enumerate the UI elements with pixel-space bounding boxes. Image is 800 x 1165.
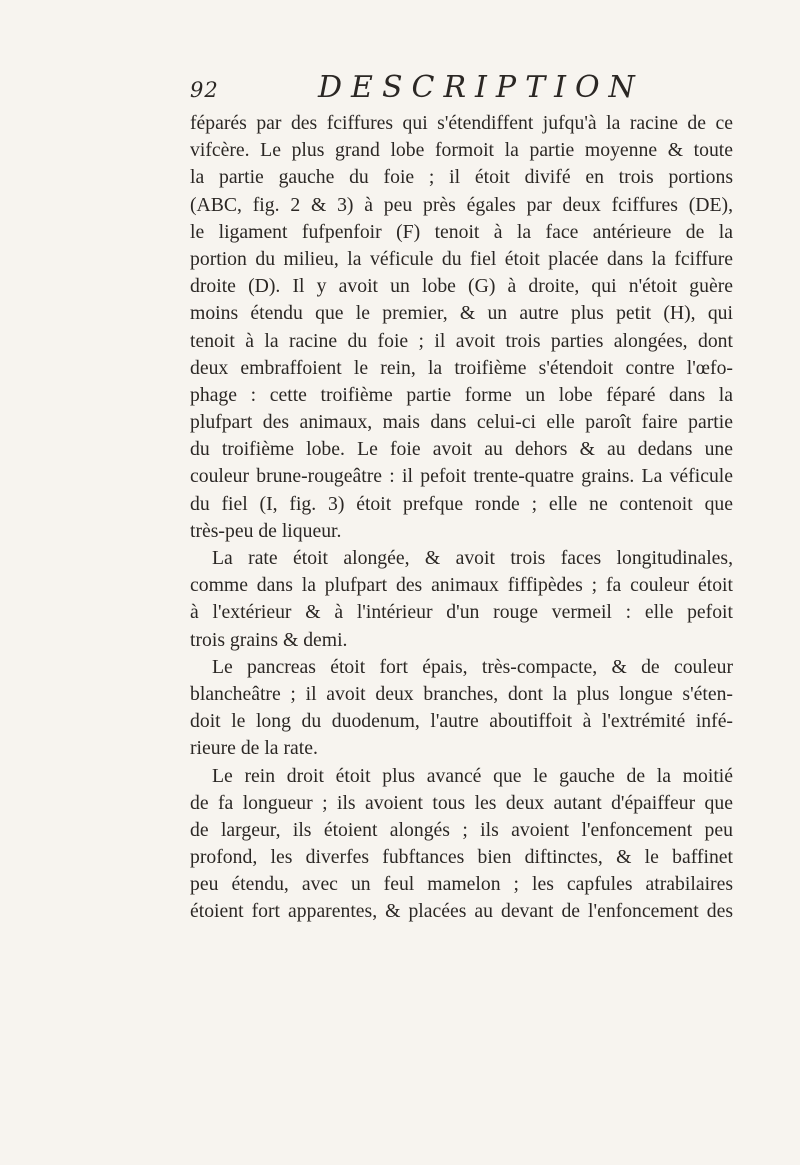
text-line: le ligament fufpenfoir (F) tenoit à la face antérieure de la <box>190 220 733 243</box>
page-header <box>190 66 730 106</box>
text-line: (ABC, fig. 2 & 3) à peu près égales par deux fciffures (DE), <box>190 193 733 216</box>
page-number: 92 <box>190 78 219 102</box>
text-line: à l'extérieur & à l'intérieur d'un rouge vermeil : elle pefoit <box>190 601 733 624</box>
text-line: très-peu de liqueur. <box>190 519 342 542</box>
text-line: Le pancreas étoit fort épais, très-compacte, & de couleur <box>212 655 733 678</box>
text-line: vifcère. Le plus grand lobe formoit la partie moyenne & toute <box>190 139 733 162</box>
text-line: profond, les diverfes fubftances bien diftinctes, & le baffinet <box>190 846 733 869</box>
text-line: Le rein droit étoit plus avancé que le gauche de la moitié <box>212 764 733 787</box>
text-line: portion du milieu, la véficule du fiel étoit placée dans la fciffure <box>190 247 733 270</box>
text-line: tenoit à la racine du foie ; il avoit trois parties alongées, dont <box>190 329 733 352</box>
text-line: de fa longueur ; ils avoient tous les deux autant d'épaiffeur que <box>190 791 733 814</box>
text-line: couleur brune-rougeâtre : il pefoit trente-quatre grains. La véficule <box>190 465 733 488</box>
text-line: rieure de la rate. <box>190 737 318 760</box>
text-line: droite (D). Il y avoit un lobe (G) à droite, qui n'étoit guère <box>190 275 733 298</box>
text-line: La rate étoit alongée, & avoit trois faces longitudinales, <box>212 547 733 569</box>
running-title: DESCRIPTION <box>318 70 644 105</box>
text-line: de largeur, ils étoient alongés ; ils avoient l'enfoncement peu <box>190 818 733 841</box>
body-text <box>190 110 733 926</box>
text-line: phage : cette troifième partie forme un lobe féparé dans la <box>190 383 733 406</box>
text-line: blancheâtre ; il avoit deux branches, dont la plus longue s'éten- <box>190 682 733 705</box>
text-line: féparés par des fciffures qui s'étendiffent jufqu'à la racine de ce <box>190 112 733 134</box>
text-line: deux embraffoient le rein, la troifième s'étendoit contre l'œfo- <box>190 356 733 379</box>
text-line: moins étendu que le premier, & un autre plus petit (H), qui <box>190 302 733 325</box>
text-line: trois grains & demi. <box>190 628 348 651</box>
text-line: la partie gauche du foie ; il étoit divifé en trois portions <box>190 166 733 189</box>
text-line: plufpart des animaux, mais dans celui-ci elle paroît faire partie <box>190 411 733 434</box>
text-line: comme dans la plufpart des animaux fiffipèdes ; fa couleur étoit <box>190 574 733 597</box>
text-line: doit le long du duodenum, l'autre aboutiffoit à l'extrémité infé- <box>190 710 733 733</box>
text-line: étoient fort apparentes, & placées au devant de l'enfoncement des <box>190 900 733 923</box>
text-line: peu étendu, avec un feul mamelon ; les capfules atrabilaires <box>190 873 733 896</box>
text-line: du troifième lobe. Le foie avoit au dehors & au dedans une <box>190 438 733 461</box>
text-line: du fiel (I, fig. 3) étoit prefque ronde ; elle ne contenoit que <box>190 492 733 515</box>
